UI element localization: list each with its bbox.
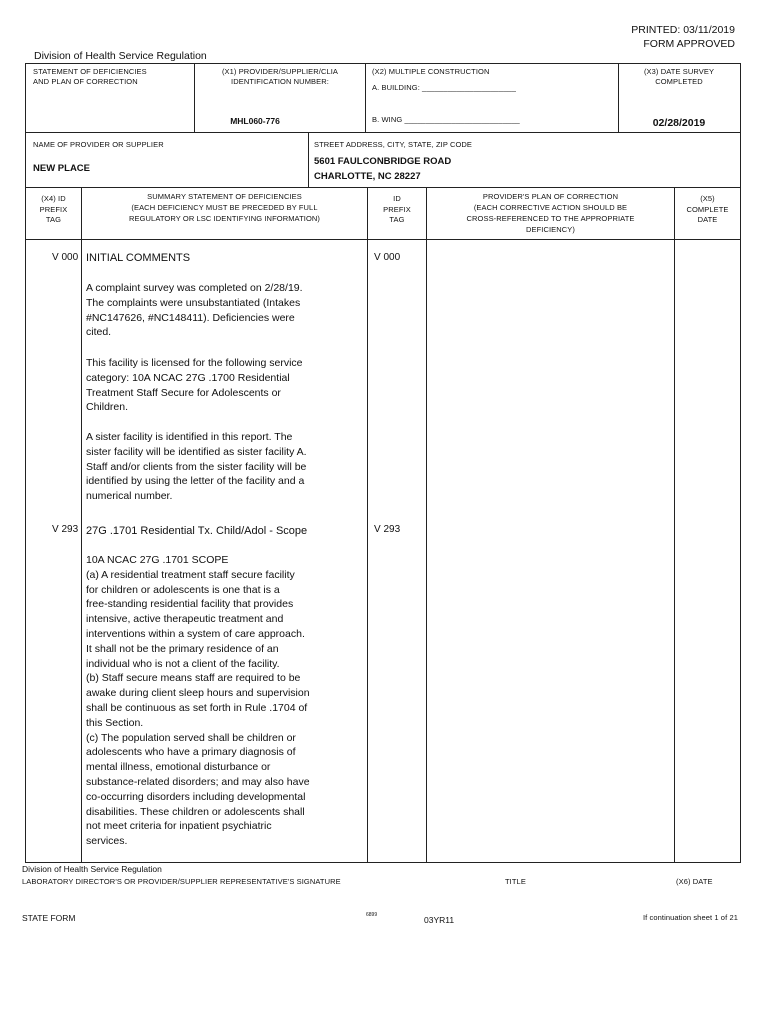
x3-label: (X3) DATE SURVEY COMPLETED xyxy=(643,67,715,86)
form-code: 03YR11 xyxy=(424,915,455,925)
entry-tag: V 293 xyxy=(52,524,79,535)
state-form-label: STATE FORM xyxy=(22,913,76,923)
entry-title: 27G .1701 Residential Tx. Child/Adol - Scope xyxy=(86,525,308,537)
statement-label: STATEMENT OF DEFICIENCIES AND PLAN OF CORRECTION xyxy=(33,67,147,86)
title-label: TITLE xyxy=(505,877,526,886)
address-label: STREET ADDRESS, CITY, STATE, ZIP CODE xyxy=(314,140,473,149)
printed-date: PRINTED: 03/11/2019 xyxy=(631,24,735,36)
building-label: A. BUILDING: ______________________ xyxy=(372,83,517,92)
x2-label: (X2) MULTIPLE CONSTRUCTION xyxy=(372,67,490,76)
col-summary-header: SUMMARY STATEMENT OF DEFICIENCIES (EACH DEFICIENCY MUST BE PRECEDED BY FULL REGULATORY OR LSC IDENTIFYING INFORMATION) xyxy=(128,192,321,223)
x3-value: 02/28/2019 xyxy=(652,117,706,129)
col-id-header: ID PREFIX TAG xyxy=(383,194,411,224)
division-title: Division of Health Service Regulation xyxy=(34,50,207,62)
col-plan-header: PROVIDER'S PLAN OF CORRECTION (EACH CORRECTIVE ACTION SHOULD BE CROSS-REFERENCED TO THE APPROPRIATE DEFICIENCY) xyxy=(466,192,635,234)
entry-id-tag: V 000 xyxy=(374,252,401,263)
provider-name-label: NAME OF PROVIDER OR SUPPLIER xyxy=(33,140,164,149)
city-state-zip: CHARLOTTE, NC 28227 xyxy=(314,171,421,182)
form-number: 6899 xyxy=(366,912,378,918)
entry-tag: V 000 xyxy=(52,252,79,263)
entry-id-tag: V 293 xyxy=(374,524,401,535)
x6-date-label: (X6) DATE xyxy=(676,877,713,886)
provider-name: NEW PLACE xyxy=(33,163,90,174)
col-x4-header: (X4) ID PREFIX TAG xyxy=(39,194,68,224)
entry-title: INITIAL COMMENTS xyxy=(86,252,191,264)
entry-paragraph: A sister facility is identified in this report. The sister facility will be identified as sister facility A. Staff and/or clients from the sister facility will be identified by using the letter of the facility and a numerical number. xyxy=(86,431,307,503)
entry-paragraph: 10A NCAC 27G .1701 SCOPE (a) A residential treatment staff secure facility for children or adolescents is one that is a free-standing residential facility that provides intensive, active therapeutic treatment and interventions within a system of care approach. It shall not be the primary residence of an individual who is not a client of the facility. (b) Staff secure means staff are required to be awake during client sleep hours and supervision shall be continuous as set forth in Rule .1704 of this Section. (c) The population served shall be children or adolescents who have a primary diagnosis of mental illness, emotional disturbance or substance-related disorders; and may also have co-occurring disorders including developmental disabilities. These children or adolescents shall not meet criteria for inpatient psychiatric services. xyxy=(86,554,310,848)
continuation-sheet: If continuation sheet 1 of 21 xyxy=(642,913,738,922)
col-x5-header: (X5) COMPLETE DATE xyxy=(686,194,729,224)
street-address: 5601 FAULCONBRIDGE ROAD xyxy=(314,156,452,167)
footer-division: Division of Health Service Regulation xyxy=(22,864,162,874)
form-approved: FORM APPROVED xyxy=(643,38,735,50)
x1-value: MHL060-776 xyxy=(230,116,280,126)
entry-paragraph: A complaint survey was completed on 2/28/19. The complaints were unsubstantiated (Intakes #NC147626, #NC148411). Deficiencies were cited. xyxy=(86,282,303,339)
wing-label: B. WING ___________________________ xyxy=(372,115,520,124)
signature-label: LABORATORY DIRECTOR'S OR PROVIDER/SUPPLIER REPRESENTATIVE'S SIGNATURE xyxy=(22,877,341,886)
entry-paragraph: This facility is licensed for the following service category: 10A NCAC 27G .1700 Residential Treatment Staff Secure for Adolescents or Children. xyxy=(86,357,303,414)
x1-label: (X1) PROVIDER/SUPPLIER/CLIA IDENTIFICATION NUMBER: xyxy=(221,67,339,86)
